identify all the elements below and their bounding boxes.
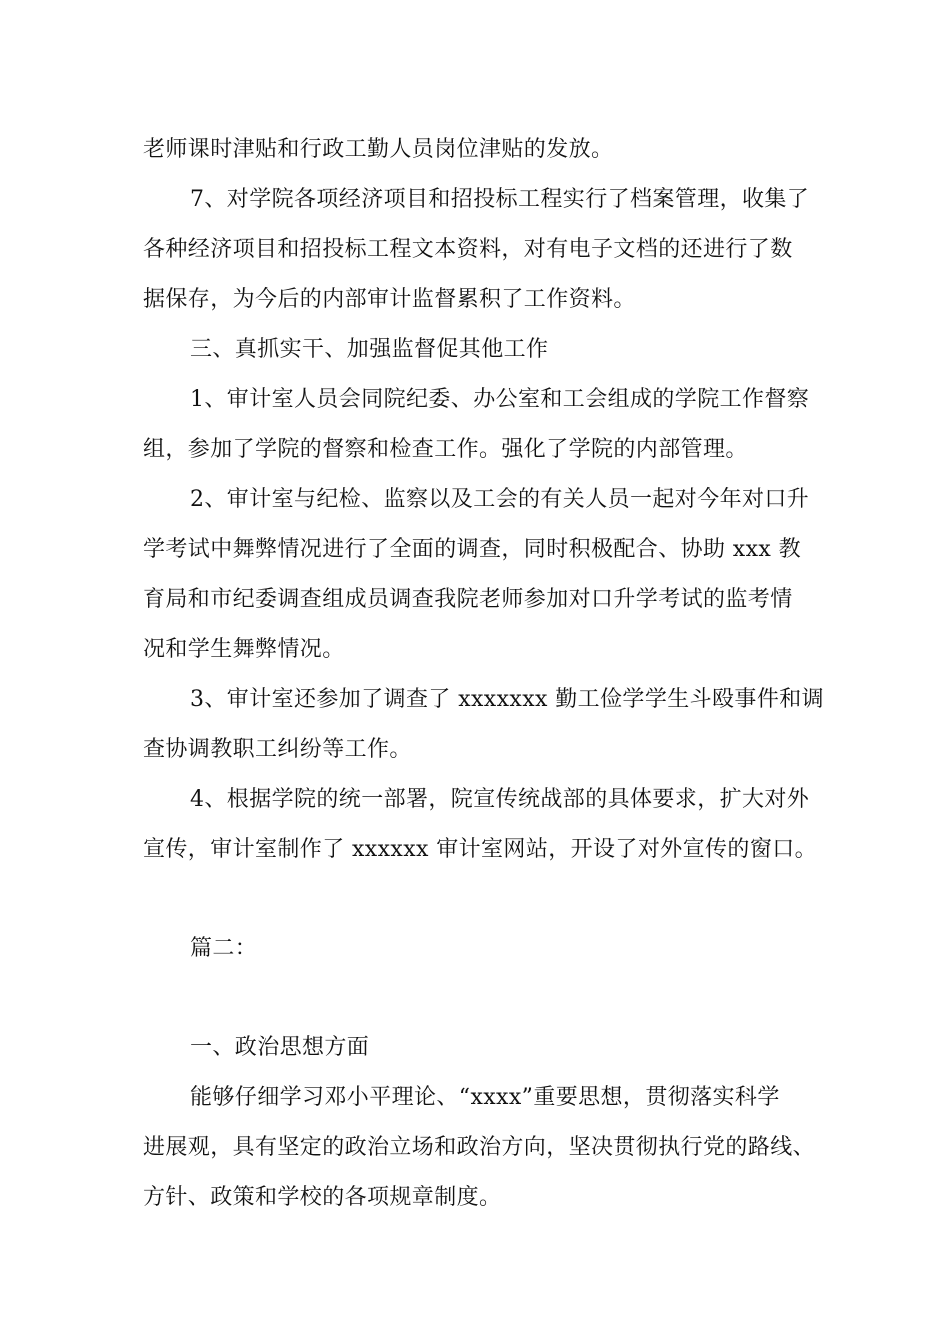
paragraph-line: 学考试中舞弊情况进行了全面的调查，同时积极配合、协助 xxx 教 [143,537,802,562]
paragraph-line: 查协调教职工纠纷等工作。 [143,737,412,762]
paragraph-line: 7、对学院各项经济项目和招投标工程实行了档案管理，收集了 [190,187,810,212]
paragraph-line: 况和学生舞弊情况。 [143,637,345,662]
paragraph-line: 育局和市纪委调查组成员调查我院老师参加对口升学考试的监考情 [143,587,793,612]
paragraph-line: 1、审计室人员会同院纪委、办公室和工会组成的学院工作督察 [190,387,810,412]
paragraph-line: 老师课时津贴和行政工勤人员岗位津贴的发放。 [143,137,614,162]
paragraph-line: 方针、政策和学校的各项规章制度。 [143,1185,502,1210]
paragraph-line: 4、根据学院的统一部署，院宣传统战部的具体要求，扩大对外 [190,787,810,812]
paragraph-line: 组，参加了学院的督察和检查工作。强化了学院的内部管理。 [143,437,748,462]
paragraph-line: 各种经济项目和招投标工程文本资料，对有电子文档的还进行了数 [143,237,793,262]
section-heading: 一、政治思想方面 [190,1035,370,1060]
paragraph-line: 能够仔细学习邓小平理论、“xxxx”重要思想，贯彻落实科学 [190,1085,780,1110]
paragraph-line: 进展观，具有坚定的政治立场和政治方向，坚决贯彻执行党的路线、 [143,1135,816,1160]
section-heading: 三、真抓实干、加强监督促其他工作 [190,337,549,362]
article-heading: 篇二： [190,936,258,961]
paragraph-line: 2、审计室与纪检、监察以及工会的有关人员一起对今年对口升 [190,487,810,512]
paragraph-line: 据保存，为今后的内部审计监督累积了工作资料。 [143,287,636,312]
paragraph-line: 3、审计室还参加了调查了 xxxxxxx 勤工俭学学生斗殴事件和调 [190,687,825,712]
paragraph-line: 宣传，审计室制作了 xxxxxx 审计室网站，开设了对外宣传的窗口。 [143,837,818,862]
